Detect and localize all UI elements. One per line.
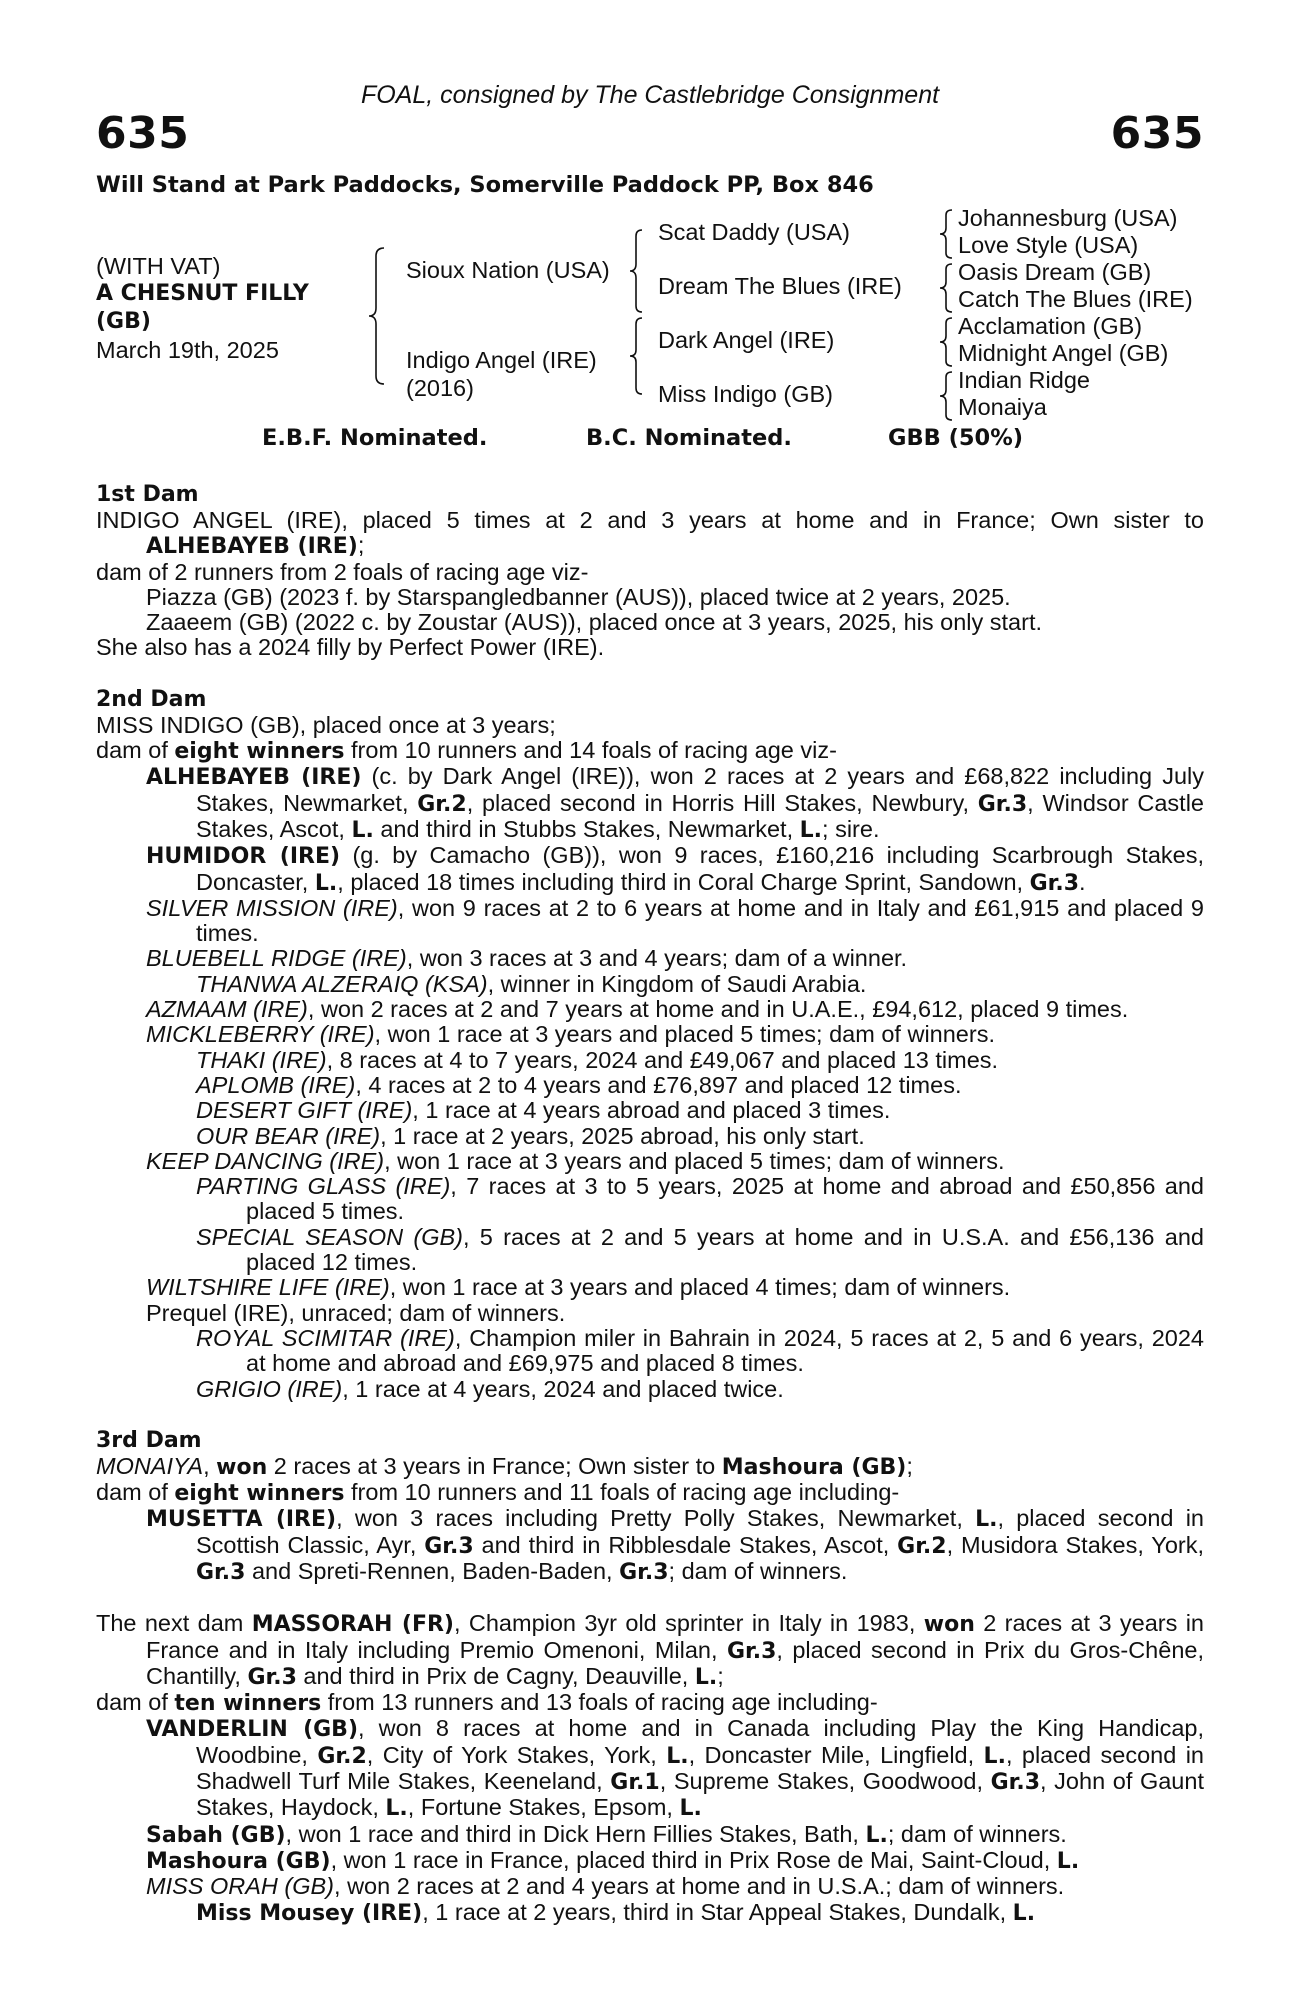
list-item: MUSETTA (IRE), won 3 races including Pretty Polly Stakes, Newmarket, L., placed second in Scottish Classic, Ayr, Gr.3 and third in Ribblesdale Stakes, Ascot, Gr.2, Musidora Stakes, York, Gr.3 and Spreti-Rennen, Baden-Baden, Gr.3; dam of winners.	[146, 1505, 1205, 1585]
second-dam-intro: MISS INDIGO (GB), placed once at 3 years;	[96, 711, 556, 738]
gbb-status: GBB (50%)	[888, 425, 1024, 451]
gen3-8: Monaiya	[958, 394, 1047, 420]
gen3-3: Oasis Dream (GB)	[958, 259, 1152, 285]
next-dam-dam-of: dam of ten winners from 13 runners and 13 foals of racing age including-	[96, 1689, 878, 1717]
next-dam-intro: The next dam MASSORAH (FR), Champion 3yr old sprinter in Italy in 1983, won 2 races at 3 years in France and in Italy including Premio Omenoni, Milan, Gr.3, placed second in Prix du Gros-Chêne, Chantilly, Gr.3 and third in Prix de Cagny, Deauville, L.;	[96, 1610, 1204, 1690]
list-item: AZMAAM (IRE), won 2 races at 2 and 7 years at home and in U.A.E., £94,612, placed 9 times.	[146, 996, 1129, 1023]
vat-note: (WITH VAT)	[96, 253, 221, 279]
list-item: APLOMB (IRE), 4 races at 2 to 4 years and £76,897 and placed 12 times.	[196, 1071, 962, 1098]
list-item: PARTING GLASS (IRE), 7 races at 3 to 5 years, 2025 at home and abroad and £50,856 and placed 5 times.	[196, 1173, 1204, 1225]
list-item: OUR BEAR (IRE), 1 race at 2 years, 2025 abroad, his only start.	[196, 1122, 865, 1149]
list-item: GRIGIO (IRE), 1 race at 4 years, 2024 and placed twice.	[196, 1375, 784, 1402]
list-item: KEEP DANCING (IRE), won 1 race at 3 years and placed 5 times; dam of winners.	[146, 1147, 1005, 1174]
brace-dam	[626, 316, 646, 396]
foaling-date: March 19th, 2025	[96, 337, 279, 363]
gen3-4: Catch The Blues (IRE)	[958, 286, 1193, 312]
first-dam-sister: ALHEBAYEB (IRE)	[146, 534, 358, 560]
brace-sire	[626, 228, 646, 314]
third-dam-intro: MONAIYA, won 2 races at 3 years in France; Own sister to Mashoura (GB);	[96, 1452, 913, 1480]
first-dam-progeny-1: Piazza (GB) (2023 f. by Starspangledbanner (AUS)), placed twice at 2 years, 2025.	[146, 583, 1011, 610]
gen3-2: Love Style (USA)	[958, 232, 1139, 258]
list-item: Sabah (GB), won 1 race and third in Dick Hern Fillies Stakes, Bath, L.; dam of winners.	[146, 1820, 1067, 1848]
nominations	[96, 422, 1204, 458]
ebf-nomination: E.B.F. Nominated.	[262, 425, 488, 451]
list-item: MISS ORAH (GB), won 2 races at 2 and 4 years at home and in U.S.A.; dam of winners.	[146, 1873, 1065, 1900]
gen3-7: Indian Ridge	[958, 367, 1090, 393]
first-dam-heading: 1st Dam	[96, 482, 199, 507]
first-dam-also: She also has a 2024 filly by Perfect Power (IRE).	[96, 634, 605, 661]
gen3-1: Johannesburg (USA)	[958, 205, 1178, 231]
list-item: VANDERLIN (GB), won 8 races at home and in Canada including Play the King Handicap, Woodbine, Gr.2, City of York Stakes, York, L., Doncaster Mile, Lingfield, L., placed second in Shadwell Turf Mile Stakes, Keeneland, Gr.1, Supreme Stakes, Goodwood, Gr.3, John of Gaunt Stakes, Haydock, L., Fortune Stakes, Epsom, L.	[146, 1715, 1205, 1822]
lot-number-row	[96, 106, 1204, 162]
horse-country: (GB)	[96, 309, 151, 334]
catalogue-page	[96, 80, 1204, 1926]
list-item: THAKI (IRE), 8 races at 4 to 7 years, 2024 and £49,067 and placed 13 times.	[196, 1046, 999, 1073]
list-item: SPECIAL SEASON (GB), 5 races at 2 and 5 years at home and in U.S.A. and £56,136 and placed 12 times.	[196, 1223, 1204, 1276]
list-item: THANWA ALZERAIQ (KSA), winner in Kingdom of Saudi Arabia.	[196, 970, 867, 997]
horse-info	[96, 252, 386, 364]
list-item: HUMIDOR (IRE) (g. by Camacho (GB)), won 9 races, £160,216 including Scarbrough Stakes, Doncaster, L., placed 18 times including third in Coral Charge Sprint, Sandown, Gr.3.	[146, 842, 1205, 896]
third-dam-heading: 3rd Dam	[96, 1427, 202, 1453]
gen3-5: Acclamation (GB)	[958, 313, 1143, 339]
consignment-line: FOAL, consigned by The Castlebridge Consignment	[360, 81, 940, 109]
list-item: ALHEBAYEB (IRE) (c. by Dark Angel (IRE)), won 2 races at 2 years and £68,822 including July Stakes, Newmarket, Gr.2, placed second in Horris Hill Stakes, Newbury, Gr.3, Windsor Castle Stakes, Ascot, L. and third in Stubbs Stakes, Newmarket, L.; sire.	[146, 763, 1205, 843]
brace-gen3-1	[936, 208, 956, 260]
list-item: WILTSHIRE LIFE (IRE), won 1 race at 3 years and placed 4 times; dam of winners.	[146, 1274, 1011, 1301]
first-dam-dam-of: dam of 2 runners from 2 foals of racing age viz-	[96, 558, 589, 585]
lot-number-right: 635	[1110, 108, 1204, 159]
bc-nomination: B.C. Nominated.	[586, 425, 792, 451]
sire-dam: Dream The Blues (IRE)	[658, 273, 902, 299]
brace-gen3-4	[936, 370, 956, 422]
dam-dam: Miss Indigo (GB)	[658, 381, 833, 407]
dam-year: (2016)	[406, 375, 474, 401]
first-dam-intro: INDIGO ANGEL (IRE), placed 5 times at 2 and 3 years at home and in France; Own sister to ALHEBAYEB (IRE);	[96, 507, 1204, 560]
sire-sire: Scat Daddy (USA)	[658, 219, 850, 245]
pedigree-notes	[96, 482, 1204, 1926]
standing-location: Will Stand at Park Paddocks, Somerville Paddock PP, Box 846	[96, 172, 874, 198]
gen3-6: Midnight Angel (GB)	[958, 340, 1169, 366]
first-dam-progeny-2: Zaaeem (GB) (2022 c. by Zoustar (AUS)), placed once at 3 years, 2025, his only start.	[146, 609, 1043, 636]
brace-gen3-2	[936, 262, 956, 314]
list-item: BLUEBELL RIDGE (IRE), won 3 races at 3 and 4 years; dam of a winner.	[146, 945, 908, 972]
second-dam-dam-of: dam of eight winners from 10 runners and 14 foals of racing age viz-	[96, 737, 837, 765]
lot-number-left: 635	[96, 108, 190, 159]
horse-name: A CHESNUT FILLY	[96, 281, 309, 306]
list-item: ROYAL SCIMITAR (IRE), Champion miler in Bahrain in 2024, 5 races at 2, 5 and 6 years, 2024 at home and abroad and £69,975 and placed 8 times.	[196, 1324, 1204, 1377]
dam-sire: Dark Angel (IRE)	[658, 327, 835, 353]
list-item: SILVER MISSION (IRE), won 9 races at 2 to 6 years at home and in Italy and £61,915 and placed 9 times.	[146, 894, 1204, 947]
third-dam-dam-of: dam of eight winners from 10 runners and 11 foals of racing age including-	[96, 1479, 900, 1507]
list-item: MICKLEBERRY (IRE), won 1 race at 3 years and placed 5 times; dam of winners.	[146, 1021, 995, 1048]
sire: Sioux Nation (USA)	[406, 257, 610, 283]
list-item: DESERT GIFT (IRE), 1 race at 4 years abroad and placed 3 times.	[196, 1097, 891, 1124]
list-item: Miss Mousey (IRE), 1 race at 2 years, third in Star Appeal Stakes, Dundalk, L.	[196, 1898, 1036, 1926]
list-item: Mashoura (GB), won 1 race in France, placed third in Prix Rose de Mai, Saint-Cloud, L.	[146, 1846, 1080, 1874]
dam: Indigo Angel (IRE)	[406, 347, 597, 373]
pedigree-table	[96, 202, 1204, 422]
brace-gen3-3	[936, 316, 956, 368]
brace-main	[366, 246, 388, 386]
second-dam-heading: 2nd Dam	[96, 686, 207, 712]
list-item: Prequel (IRE), unraced; dam of winners.	[146, 1299, 566, 1326]
